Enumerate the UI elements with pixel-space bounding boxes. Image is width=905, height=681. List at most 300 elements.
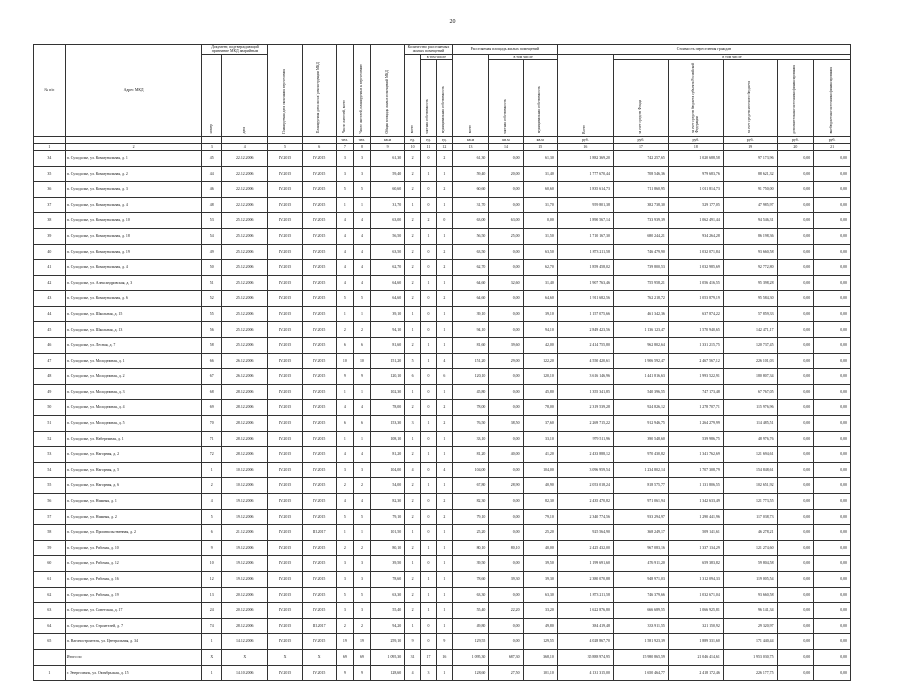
table-cell: 333 911,55 <box>613 618 668 634</box>
table-cell: 28.12.2006 <box>222 618 268 634</box>
table-cell: п. Суходолье, ул. Рабочая, д. 12 <box>65 556 202 572</box>
table-cell: IV.2015 <box>302 603 336 619</box>
table-cell: 2 <box>336 478 353 494</box>
table-row <box>34 275 851 291</box>
table-cell: 4 <box>353 400 370 416</box>
column-number-row <box>34 143 851 150</box>
table-cell: 128,60 <box>370 665 404 681</box>
table-cell: 1 <box>353 525 370 541</box>
table-cell: 1 312 094,33 <box>668 571 723 587</box>
table-cell: IV.2015 <box>268 431 302 447</box>
table-cell: IV.2015 <box>268 665 302 681</box>
table-cell: 0,00 <box>814 369 851 385</box>
table-cell: 33,10 <box>523 431 557 447</box>
table-row <box>34 213 851 229</box>
table-cell: п. Суходолье, ул. Коммунальная, д. 18 <box>65 228 202 244</box>
table-cell: 44 <box>34 306 66 322</box>
table-cell: 0,00 <box>814 166 851 182</box>
table-cell: 959 801,38 <box>557 197 613 213</box>
table-cell: 49 <box>34 384 66 400</box>
table-cell: 1 <box>405 197 421 213</box>
table-cell: 13 <box>202 587 222 603</box>
table-row <box>34 338 851 354</box>
table-cell: 0,00 <box>814 228 851 244</box>
header-col-address: Адрес МКД <box>65 45 202 137</box>
table-row <box>34 603 851 619</box>
table-cell: 104,00 <box>523 462 557 478</box>
header-col-area-municipal: муниципальная собственность <box>523 60 557 136</box>
column-number-cell-14: 14 <box>489 143 523 150</box>
table-cell: 2 <box>202 478 222 494</box>
table-cell: 1 650 464,77 <box>613 665 668 681</box>
resettlement-table-sheet <box>33 44 851 681</box>
table-cell: 5 <box>336 291 353 307</box>
table-cell: 540 396,55 <box>613 384 668 400</box>
table-cell: 60,60 <box>523 182 557 198</box>
table-cell: 979 683,76 <box>668 166 723 182</box>
table-cell: 22.12.2006 <box>222 197 268 213</box>
table-cell: 4 <box>353 260 370 276</box>
table-cell: 1 234 802,14 <box>613 462 668 478</box>
table-cell: 92 772,80 <box>723 260 777 276</box>
table-cell: IV.2015 <box>302 494 336 510</box>
table-cell: 78,00 <box>523 400 557 416</box>
table-cell: IV.2015 <box>302 587 336 603</box>
table-cell: 0,00 <box>814 540 851 556</box>
column-number-cell-2: 2 <box>65 143 202 150</box>
table-cell: 818 575,77 <box>613 478 668 494</box>
table-cell: 3 096 959,54 <box>557 462 613 478</box>
table-cell: 4 <box>436 462 452 478</box>
header-col-cost-local: за счет средств местного бюджета <box>723 60 777 136</box>
table-cell: IV.2015 <box>268 462 302 478</box>
table-cell: 5 <box>336 587 353 603</box>
table-cell: 1 710 167,30 <box>557 228 613 244</box>
table-cell: 2 <box>436 182 452 198</box>
column-number-cell-19: 19 <box>723 143 777 150</box>
table-cell: 22.12.2006 <box>222 150 268 166</box>
table-cell: 28,90 <box>489 478 523 494</box>
header-col-no: № п/п <box>34 45 66 137</box>
table-cell: 59 <box>34 540 66 556</box>
table-cell: 21 046 414,61 <box>668 649 723 665</box>
table-cell: IV.2015 <box>268 587 302 603</box>
table-cell: IV.2015 <box>268 384 302 400</box>
table-cell: п. Суходолье, ул. Коммунальная, д. 4 <box>65 260 202 276</box>
table-cell: 32,60 <box>489 275 523 291</box>
table-cell: 171 440,44 <box>723 634 777 650</box>
table-cell: 0,00 <box>814 275 851 291</box>
table-cell: 5 <box>353 509 370 525</box>
unit-cell-3 <box>202 136 222 143</box>
table-cell: 934 264,28 <box>668 228 723 244</box>
table-cell: 0,00 <box>777 509 814 525</box>
table-cell: 2 <box>405 166 421 182</box>
table-cell: 31,50 <box>523 228 557 244</box>
table-cell: 96 141,34 <box>723 603 777 619</box>
table-cell: 666 689,55 <box>613 603 668 619</box>
table-cell: 0 <box>421 260 437 276</box>
table-cell: 0,00 <box>814 197 851 213</box>
column-number-cell-16: 16 <box>557 143 613 150</box>
table-cell: 4 <box>353 275 370 291</box>
table-cell: 64,60 <box>523 291 557 307</box>
table-cell: 41,20 <box>523 447 557 463</box>
table-cell: Х <box>202 649 222 665</box>
table-cell: 24 <box>202 603 222 619</box>
table-cell: 962 802,64 <box>613 338 668 354</box>
table-cell: IV.2015 <box>302 540 336 556</box>
table-cell: 0,00 <box>814 291 851 307</box>
table-cell: 1 <box>436 197 452 213</box>
table-cell: 1 <box>202 665 222 681</box>
table-cell: 14.10.2006 <box>222 665 268 681</box>
table-cell: 4 550 420,61 <box>557 353 613 369</box>
table-cell: 93 660,58 <box>723 244 777 260</box>
table-cell: 45,80 <box>523 384 557 400</box>
table-cell: 3 <box>336 150 353 166</box>
table-cell: 4 028 867,70 <box>557 634 613 650</box>
table-cell: 1 441 816,63 <box>613 369 668 385</box>
table-cell: 1 <box>336 306 353 322</box>
table-cell: 31,40 <box>523 166 557 182</box>
table-cell: 1 859 458,02 <box>557 260 613 276</box>
table-cell: 226 177,75 <box>723 665 777 681</box>
table-cell: 38,50 <box>489 416 523 432</box>
table-cell: 6 <box>202 525 222 541</box>
table-cell: 5 <box>353 587 370 603</box>
table-cell: 0 <box>421 306 437 322</box>
table-cell: 129,55 <box>523 634 557 650</box>
table-header <box>34 45 851 151</box>
table-cell: 384 419,48 <box>557 618 613 634</box>
table-cell: 1 <box>336 431 353 447</box>
header-group-document: Документ, подтверждающий признание МКД аварийным <box>202 45 268 55</box>
table-cell: 0,00 <box>777 338 814 354</box>
table-cell: п. Суходолье, ул. Рабочая, д. 16 <box>65 571 202 587</box>
table-cell: 69 <box>202 400 222 416</box>
table-cell: 3 <box>353 166 370 182</box>
table-cell: 0,00 <box>814 665 851 681</box>
table-cell: IV.2015 <box>268 353 302 369</box>
table-cell: IV.2015 <box>302 275 336 291</box>
table-cell: 40,00 <box>489 447 523 463</box>
table-cell: 64,60 <box>452 291 489 307</box>
table-cell: 1 <box>421 338 437 354</box>
table-cell: 26.12.2006 <box>222 353 268 369</box>
table-cell: 2 <box>405 213 421 229</box>
table-cell: 63,00 <box>489 213 523 229</box>
table-cell: п. Суходолье, ул. Рабочая, д. 19 <box>65 587 202 603</box>
column-number-cell-8: 8 <box>353 143 370 150</box>
table-cell: 65 <box>34 634 66 650</box>
table-cell: IV.2015 <box>268 306 302 322</box>
table-cell: 151,20 <box>452 353 489 369</box>
table-cell: 94,10 <box>370 322 404 338</box>
table-cell: 0,00 <box>777 400 814 416</box>
table-cell: 3 <box>336 571 353 587</box>
resettlement-table <box>33 44 851 681</box>
table-row <box>34 369 851 385</box>
table-cell: 4 <box>336 213 353 229</box>
table-row <box>34 556 851 572</box>
table-cell: 0,00 <box>777 306 814 322</box>
table-cell: 1 777 670,44 <box>557 166 613 182</box>
table-cell: IV.2015 <box>268 447 302 463</box>
table-cell: 0,00 <box>489 634 523 650</box>
table-cell: 1 <box>436 618 452 634</box>
table-cell: 40,00 <box>523 540 557 556</box>
table-cell: 0,00 <box>489 494 523 510</box>
table-cell: п. Суходолье, ул. Коммунальная, д. 2 <box>65 166 202 182</box>
table-row <box>34 525 851 541</box>
table-cell: 76,50 <box>452 416 489 432</box>
table-cell: 2 <box>436 400 452 416</box>
header-col-cost-subject: за счет средств бюджета субъекта Российской Федерации <box>668 60 723 136</box>
unit-cell-7: чел. <box>336 136 353 143</box>
table-cell: 78,60 <box>370 571 404 587</box>
table-cell: 2 <box>405 478 421 494</box>
table-cell: 1 <box>436 384 452 400</box>
table-cell: 61,30 <box>370 150 404 166</box>
table-cell: п. Суходолье, ул. Нагорная, д. 2 <box>65 447 202 463</box>
table-cell: 42 <box>34 275 66 291</box>
table-cell: 70 <box>202 416 222 432</box>
table-cell: п. Суходолье, ул. Коммунальная, д. 6 <box>65 291 202 307</box>
table-cell: 15 980 865,59 <box>613 649 668 665</box>
table-cell: 1 095,30 <box>452 649 489 665</box>
table-cell: 57 859,33 <box>723 306 777 322</box>
table-cell: IV.2015 <box>302 509 336 525</box>
table-cell: 1 <box>336 197 353 213</box>
table-cell: 2 849 423,56 <box>557 322 613 338</box>
table-cell: 10.12.2006 <box>222 478 268 494</box>
column-number-cell-1: 1 <box>34 143 66 150</box>
table-cell: 50 <box>202 260 222 276</box>
table-cell: 0 <box>421 618 437 634</box>
column-number-cell-6: 6 <box>302 143 336 150</box>
table-cell: 1 062 491,44 <box>668 213 723 229</box>
table-cell: 0,00 <box>814 649 851 665</box>
table-cell: 78,00 <box>370 400 404 416</box>
table-cell: IV.2015 <box>268 182 302 198</box>
table-cell: 19 <box>353 634 370 650</box>
table-cell: IV.2015 <box>302 400 336 416</box>
table-cell: IV.2015 <box>302 556 336 572</box>
table-cell: п. Суходолье, ул. Коммунальная, д. 3 <box>65 182 202 198</box>
table-cell: 2 435 470,82 <box>557 494 613 510</box>
table-cell: IV.2015 <box>302 228 336 244</box>
unit-cell-14: кв.м <box>489 136 523 143</box>
table-cell: 3 <box>421 665 437 681</box>
table-cell: 3 616 146,96 <box>557 369 613 385</box>
table-cell: 28.12.2006 <box>222 431 268 447</box>
header-col-count-total: всего <box>405 54 421 136</box>
table-cell: 31,40 <box>523 275 557 291</box>
header-col-total-area: Общая площадь жилых помещений МКД <box>370 45 404 137</box>
table-cell: 39,50 <box>370 556 404 572</box>
table-cell: 0,00 <box>777 571 814 587</box>
table-cell: 1 337 134,29 <box>668 540 723 556</box>
table-cell: 37,60 <box>523 416 557 432</box>
table-cell: 49,80 <box>452 618 489 634</box>
table-cell: 0 <box>421 384 437 400</box>
table-cell: 4 <box>353 228 370 244</box>
table-cell: 79,10 <box>370 509 404 525</box>
table-cell: 5 <box>202 509 222 525</box>
table-cell: 3 <box>336 603 353 619</box>
table-cell: 2 <box>405 540 421 556</box>
table-cell: IV.2015 <box>302 462 336 478</box>
table-cell: 1 <box>405 306 421 322</box>
table-cell: 25.12.2006 <box>222 275 268 291</box>
table-cell: 1 911 682,56 <box>557 291 613 307</box>
table-cell: 0,00 <box>814 603 851 619</box>
table-cell: п. Суходолье, ул. Молодежная, д. 4 <box>65 400 202 416</box>
table-cell: 2 <box>336 322 353 338</box>
table-cell: 0,00 <box>814 260 851 276</box>
header-col-cost-other: внебюджетные источники финансирования <box>814 60 851 136</box>
table-cell: 0 <box>421 556 437 572</box>
table-cell: п. Вагоностроитель, ул. Центральная, д. 34 <box>65 634 202 650</box>
table-cell: 22.12.2006 <box>222 182 268 198</box>
table-cell: 1 890 567,14 <box>557 213 613 229</box>
table-cell <box>34 649 66 665</box>
table-cell: 12 <box>202 571 222 587</box>
table-body <box>34 150 851 680</box>
table-row <box>34 416 851 432</box>
table-cell: 925 564,90 <box>557 525 613 541</box>
table-cell: 948 971,03 <box>613 571 668 587</box>
table-cell: 39,10 <box>523 306 557 322</box>
table-cell: IV.2015 <box>302 322 336 338</box>
table-cell: 37 <box>34 197 66 213</box>
table-cell: 1 011 814,73 <box>668 182 723 198</box>
table-cell: 0 <box>421 244 437 260</box>
table-cell: 104,00 <box>452 462 489 478</box>
table-cell: 3 <box>336 166 353 182</box>
table-cell: 55 <box>34 478 66 494</box>
unit-cell-17: руб. <box>613 136 668 143</box>
table-cell: 47 985,97 <box>723 197 777 213</box>
table-cell: 1 <box>353 384 370 400</box>
table-cell: 1 707 308,79 <box>668 462 723 478</box>
table-cell: 2 425 432,00 <box>557 540 613 556</box>
table-cell: 0 <box>421 431 437 447</box>
table-cell: 1 278 707,71 <box>668 400 723 416</box>
table-cell: 1 032 071,84 <box>668 244 723 260</box>
table-cell: 1 <box>421 587 437 603</box>
table-cell: IV.2015 <box>302 447 336 463</box>
table-cell: IV.2015 <box>268 213 302 229</box>
table-cell: п. Суходолье, ул. Школьная, д. 13 <box>65 322 202 338</box>
table-cell: 2 269 715,22 <box>557 416 613 432</box>
column-number-cell-18: 18 <box>668 143 723 150</box>
table-cell: 29,00 <box>489 353 523 369</box>
table-row <box>34 384 851 400</box>
table-cell: 28.12.2006 <box>222 416 268 432</box>
table-cell: 55 <box>202 306 222 322</box>
table-cell: 151,20 <box>370 353 404 369</box>
table-cell: IV.2015 <box>302 478 336 494</box>
header-col-cost-extra: дополнительные источники финансирования <box>777 60 814 136</box>
table-cell: 26.12.2006 <box>222 369 268 385</box>
table-cell: п. Суходолье, ул. Коммунальная, д. 10 <box>65 213 202 229</box>
table-cell: 1 <box>436 275 452 291</box>
table-cell: 35 <box>34 166 66 182</box>
table-cell: 0,00 <box>489 400 523 416</box>
table-row <box>34 150 851 166</box>
table-cell: 48 976,76 <box>723 431 777 447</box>
table-cell: 29 320,97 <box>723 618 777 634</box>
table-cell: 6 <box>336 416 353 432</box>
table-row <box>34 478 851 494</box>
table-cell: 43 <box>34 291 66 307</box>
table-cell: 1 <box>421 603 437 619</box>
table-cell: 4 <box>336 244 353 260</box>
table-cell: 2 <box>336 618 353 634</box>
table-cell: 0,00 <box>489 587 523 603</box>
table-cell: 67,80 <box>452 478 489 494</box>
table-cell: 0,00 <box>777 150 814 166</box>
table-cell: 0,00 <box>814 556 851 572</box>
table-cell: 61 <box>34 571 66 587</box>
table-cell: 4 <box>436 353 452 369</box>
table-cell: 1 <box>405 525 421 541</box>
table-cell: 28.12.2006 <box>222 400 268 416</box>
table-cell: IV.2015 <box>302 369 336 385</box>
table-cell: 2 <box>436 244 452 260</box>
table-cell: 2 <box>353 540 370 556</box>
table-cell: 10 <box>336 353 353 369</box>
column-number-cell-9: 9 <box>370 143 404 150</box>
table-cell: 120,10 <box>452 369 489 385</box>
table-cell: п. Суходолье, ул. Молодежная, д. 1 <box>65 353 202 369</box>
table-cell: 0,00 <box>777 228 814 244</box>
table-cell: 3 <box>405 416 421 432</box>
table-cell: 6 <box>436 369 452 385</box>
table-cell: 1 906 592,47 <box>613 353 668 369</box>
table-cell: 1 157 075,66 <box>557 306 613 322</box>
table-cell: 19.12.2006 <box>222 556 268 572</box>
table-cell: 20.12.2006 <box>222 603 268 619</box>
table-cell: 0,00 <box>777 260 814 276</box>
table-cell: 56,50 <box>452 228 489 244</box>
table-cell: IV.2015 <box>302 166 336 182</box>
table-cell: IV.2015 <box>268 634 302 650</box>
table-cell: п. Суходолье, ул. Рабочая, д. 10 <box>65 540 202 556</box>
unit-cell-6 <box>302 136 336 143</box>
table-cell: п. Суходолье, ул. Нижняя, д. 2 <box>65 509 202 525</box>
table-cell: 0,00 <box>777 665 814 681</box>
table-cell: 180 807,34 <box>723 369 777 385</box>
table-cell: 3 <box>336 556 353 572</box>
header-col-count-municipal: муниципальная собственность <box>436 60 452 136</box>
table-cell: п. Суходолье, ул. Лесная, д. 7 <box>65 338 202 354</box>
table-cell: 25.12.2006 <box>222 322 268 338</box>
unit-cell-18: руб. <box>668 136 723 143</box>
column-number-cell-15: 15 <box>523 143 557 150</box>
table-cell: 154 848,61 <box>723 462 777 478</box>
table-cell: 14.12.2006 <box>222 634 268 650</box>
table-total-row <box>34 649 851 665</box>
table-cell: 9 <box>336 369 353 385</box>
table-cell: 0,00 <box>814 447 851 463</box>
table-cell: 0,00 <box>777 416 814 432</box>
table-cell: 2 <box>405 494 421 510</box>
table-cell: 0,00 <box>777 447 814 463</box>
table-cell: 1 056 416,55 <box>668 275 723 291</box>
